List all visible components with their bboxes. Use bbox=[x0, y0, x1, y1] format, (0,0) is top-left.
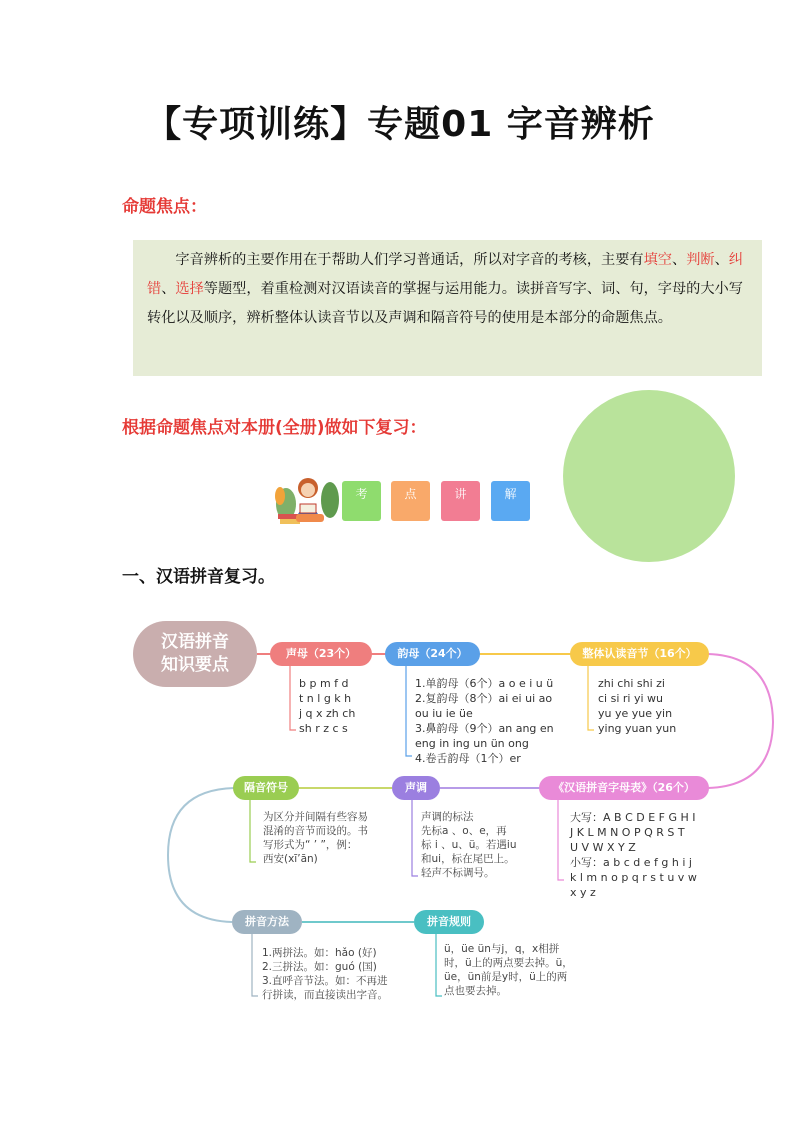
focus-sep: 、 bbox=[714, 252, 729, 268]
focus-highlight-judge: 判断 bbox=[686, 252, 715, 268]
pill-zimubiao: 《汉语拼音字母表》（26个） bbox=[539, 776, 709, 800]
focus-text-part2: 等题型，着重检测对汉语读音的掌握与运用能力。读拼音写字、词、句，字母的大小写转化以及顺序，辨析整体认读音节以及声调和隔音符号的使用是本部分的命题焦点。 bbox=[147, 281, 743, 326]
focus-text-part1: 字音辨析的主要作用在于帮助人们学习普通话，所以对字音的考核，主要有 bbox=[175, 252, 644, 268]
pill-shengdiao: 声调 bbox=[392, 776, 440, 800]
pill-shengmu: 声母（23个） bbox=[270, 642, 372, 666]
pill-pinfa: 拼音方法 bbox=[232, 910, 302, 934]
focus-sep: 、 bbox=[161, 281, 176, 297]
focus-heading: 命题焦点： bbox=[122, 197, 207, 217]
zhengti-list: zhi chi shi zi ci si ri yi wu yu ye yue yin ying yuan yun bbox=[598, 677, 677, 735]
mindmap-center bbox=[133, 621, 257, 687]
mindmap-center-line1: 汉语拼音 bbox=[161, 632, 229, 652]
yunmu-list: 1.单韵母（6个）a o e i u ü 2.复韵母（8个）ai ei ui ao ou iu ie üe 3.鼻韵母（9个）an ang en eng in ing un ün ong 4.卷舌韵母（1个）er bbox=[415, 677, 554, 765]
shengmu-list: b p m f d t n l g k h j q x zh ch sh r z c s bbox=[299, 677, 356, 735]
tile-kao: 考 bbox=[342, 481, 381, 521]
zimubiao-list: 大写：A B C D E F G H I J K L M N O P Q R S T U V W X Y Z 小写：a b c d e f g h i j k l m n o p q r s t u v w x y z bbox=[570, 811, 697, 899]
tile-jiang: 讲 bbox=[441, 481, 480, 521]
pill-guize: 拼音规则 bbox=[414, 910, 484, 934]
focus-highlight-fill: 填空 bbox=[643, 252, 672, 268]
page-title: 【专项训练】专题01 字音辨析 bbox=[145, 104, 655, 145]
review-heading: 根据命题焦点对本册(全册)做如下复习： bbox=[122, 418, 427, 438]
tile-jie: 解 bbox=[491, 481, 530, 521]
geyin-text: 为区分并间隔有些容易 混淆的音节而设的。书 写形式为“ ’ ”，例： 西安(xī’ān) bbox=[263, 811, 368, 865]
focus-highlight-choice: 选择 bbox=[175, 281, 204, 297]
guize-text: ü，üe ün与j，q，x相拼 时，ü上的两点要去掉。ü， üe，ün前是y时，ü上的两 点也要去掉。 bbox=[444, 943, 573, 997]
pinfa-text: 1.两拼法。如：hǎo (好) 2.三拼法。如：guó (国) 3.直呼音节法。如：不再进 行拼读，而直接读出字音。 bbox=[262, 947, 388, 1001]
focus-sep: 、 bbox=[671, 252, 687, 268]
pill-yunmu: 韵母（24个） bbox=[385, 642, 480, 666]
shengdiao-text: 声调的标法 先标a 、o、e，再 标 i 、u、ü。若遇iu 和ui，标在尾巴上。 轻声不标调号。 bbox=[421, 811, 517, 879]
tile-dian: 点 bbox=[391, 481, 430, 521]
pill-geyin: 隔音符号 bbox=[233, 776, 299, 800]
focus-highlight-correct: 纠错 bbox=[147, 252, 743, 297]
mindmap-center-line2: 知识要点 bbox=[161, 655, 229, 675]
section-heading-pinyin: 一、汉语拼音复习。 bbox=[122, 567, 275, 587]
pill-zhengti: 整体认读音节（16个） bbox=[570, 642, 709, 666]
